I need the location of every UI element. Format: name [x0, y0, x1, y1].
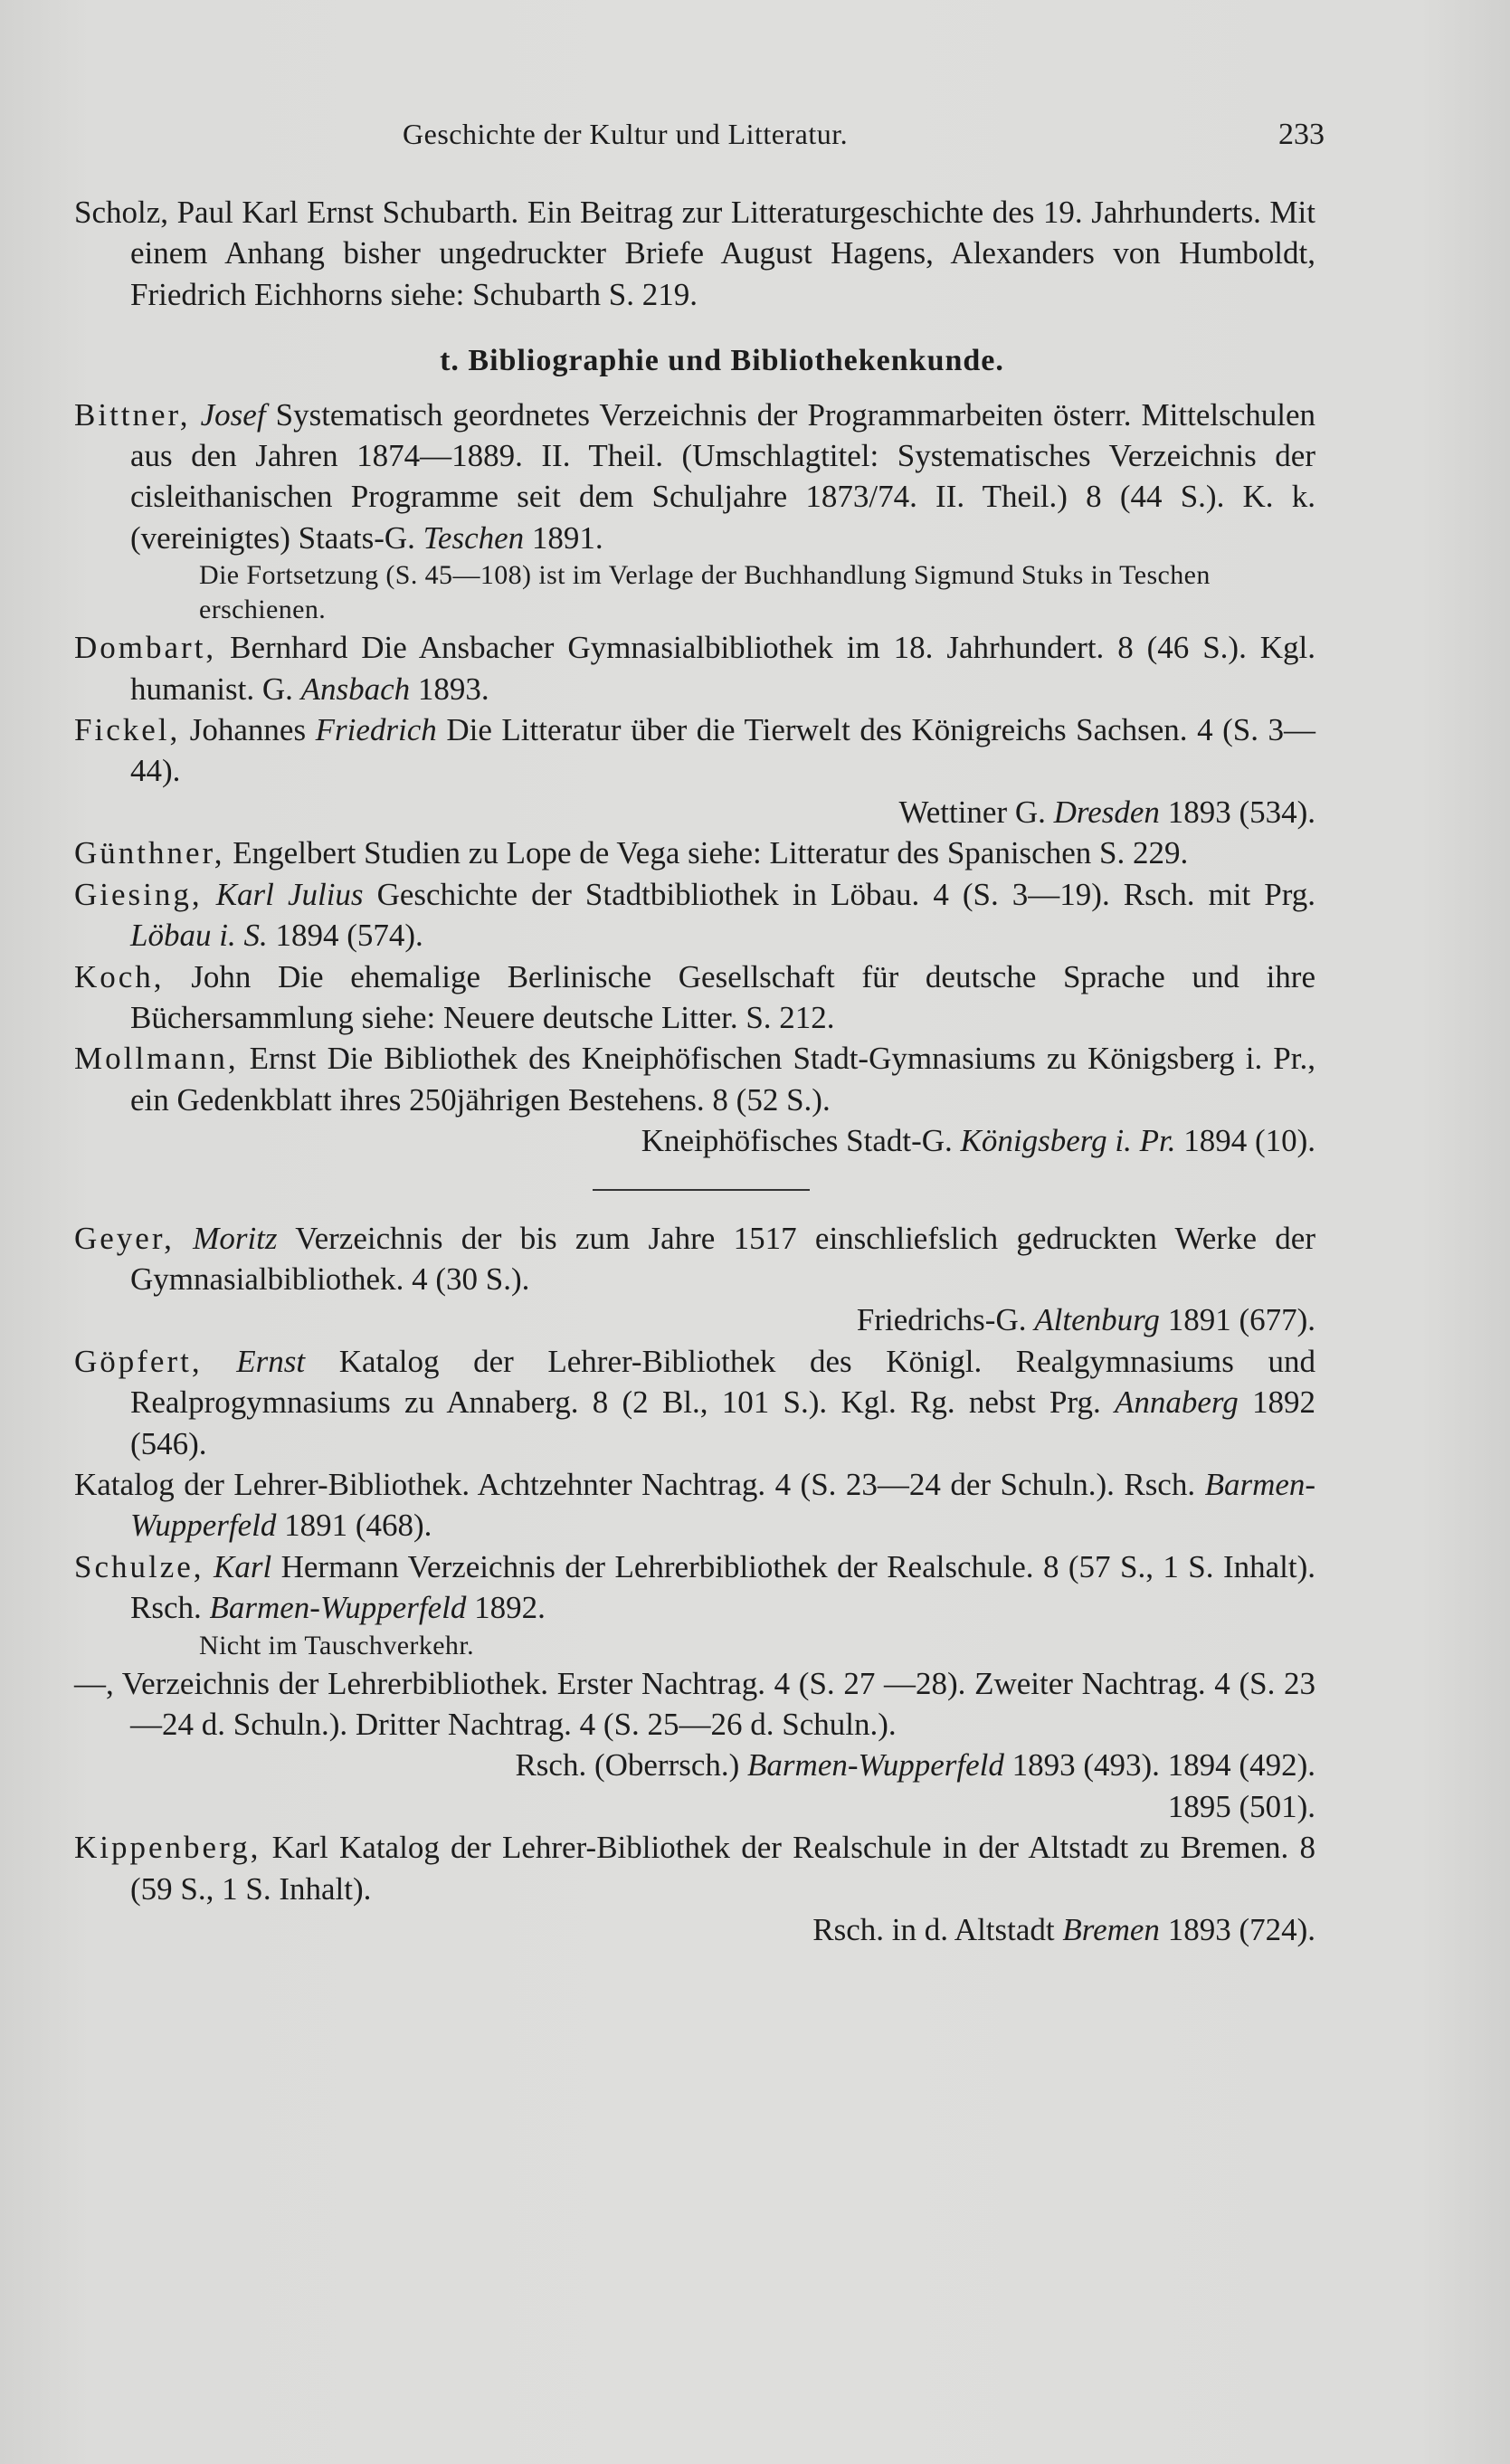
- author-surname: Kippenberg,: [74, 1830, 261, 1866]
- entry-year: 1891.: [531, 519, 603, 556]
- entry-goepfert: [74, 1341, 1315, 1464]
- entry-year: 1891 (677).: [1167, 1302, 1315, 1338]
- entry-school: Rsch.: [1124, 1466, 1196, 1502]
- entry-year: 1893 (724).: [1167, 1912, 1315, 1948]
- entry-note: Die Fortsetzung (S. 45—108) ist im Verlage der Buchhandlung Sigmund Stuks in Teschen erschienen.: [199, 560, 1211, 625]
- entry-place: Ansbach: [300, 671, 411, 707]
- entry-text: Ernst Die Bibliothek des Kneiphöfischen Stadt-Gymnasiums zu Königsberg i. Pr., ein Gedenkblatt ihres 250jährigen Bestehens. 8 (52 S.).: [130, 1041, 1315, 1118]
- author-surname: Geyer,: [74, 1220, 175, 1256]
- entry-place: Löbau i. S.: [130, 918, 268, 954]
- entry-geyer: [74, 1218, 1315, 1341]
- entry-text: John Die ehemalige Berlinische Gesellschaft für deutsche Sprache und ihre Büchersammlung siehe: Neuere deutsche Litter. S. 212.: [130, 958, 1315, 1035]
- entry-place: Barmen-Wupperfeld: [209, 1590, 467, 1626]
- entry-place: Teschen: [423, 519, 525, 556]
- entry-scholz: [74, 192, 1315, 315]
- entry-imprint: [130, 1299, 1315, 1340]
- author-surname: Göpfert,: [74, 1343, 203, 1379]
- author-firstname: Josef: [200, 396, 266, 433]
- entry-school: Kneiphöfisches Stadt-G.: [641, 1123, 953, 1159]
- entry-mollmann: [74, 1038, 1315, 1161]
- entry-text: Katalog der Lehrer-Bibliothek. Achtzehnter Nachtrag. 4 (S. 23—24 der Schuln.).: [74, 1466, 1115, 1502]
- entry-place: Altenburg: [1034, 1302, 1160, 1338]
- entry-year: 1893 (534).: [1167, 794, 1315, 830]
- entry-text: Hermann Verzeichnis der Lehrerbibliothek der Realschule. 8 (57 S., 1 S. Inhalt).: [280, 1548, 1316, 1584]
- entry-text: Karl Katalog der Lehrer-Bibliothek der Realschule in der Altstadt zu Bremen. 8 (59 S., 1 S. Inhalt).: [130, 1830, 1316, 1907]
- entry-place: Bremen: [1062, 1912, 1160, 1948]
- author-surname: Bittner,: [74, 396, 191, 433]
- entry-kippenberg: [74, 1827, 1315, 1950]
- entry-guenthner: [74, 832, 1315, 873]
- author-surname: Fickel,: [74, 712, 181, 748]
- entry-text: Engelbert Studien zu Lope de Vega siehe: Litteratur des Spanischen S. 229.: [233, 835, 1189, 871]
- entry-year: 1893 (493). 1894 (492).: [1011, 1747, 1315, 1784]
- entry-place: Dresden: [1053, 794, 1160, 830]
- entry-katalog: [74, 1464, 1315, 1546]
- author-firstname: Karl: [213, 1548, 272, 1584]
- entry-year: 1891 (468).: [284, 1508, 432, 1544]
- entry-year-extra: 1895 (501).: [1167, 1788, 1315, 1824]
- page-number: 233: [1278, 118, 1325, 151]
- entry-dombart: [74, 627, 1315, 709]
- author-firstname: Karl Julius: [215, 876, 364, 912]
- entry-place: Königsberg i. Pr.: [960, 1123, 1176, 1159]
- running-title: Geschichte der Kultur und Litteratur.: [403, 118, 849, 150]
- entry-place: Barmen-Wupperfeld: [130, 1466, 1316, 1544]
- entry-giesing: [74, 874, 1315, 956]
- entry-place: Annaberg: [1115, 1384, 1239, 1421]
- entry-year: 1892.: [474, 1590, 546, 1626]
- entry-bittner: [74, 395, 1315, 559]
- entry-koch: [74, 956, 1315, 1039]
- entry-imprint: [130, 792, 1315, 832]
- entry-schulze: [74, 1546, 1315, 1629]
- page-content: [74, 192, 1315, 1950]
- author-firstname: Ernst: [236, 1343, 306, 1379]
- author-surname: Giesing,: [74, 876, 203, 912]
- entry-text: Katalog der Lehrer-Bibliothek des Königl. Realgymnasiums und Realprogymnasiums zu Annaberg. 8 (2 Bl., 101 S.).: [130, 1343, 1315, 1421]
- entry-school: Wettiner G.: [898, 794, 1046, 830]
- entry-text: —, Verzeichnis der Lehrerbibliothek. Erster Nachtrag. 4 (S. 27 —28). Zweiter Nachtrag. 4 (S. 23—24 d. Schuln.). Dritter Nachtrag. 4 (S. 25—26 d. Schuln.).: [74, 1665, 1315, 1742]
- entry-place: Barmen-Wupperfeld: [747, 1747, 1004, 1784]
- entry-fickel: [74, 709, 1315, 832]
- author-secondname: Friedrich: [315, 712, 437, 748]
- entry-school: Friedrichs-G.: [856, 1302, 1027, 1338]
- entry-text: Verzeichnis der bis zum Jahre 1517 einschliefslich gedruckten Werke der Gymnasialbibliothek. 4 (30 S.).: [130, 1220, 1315, 1297]
- entry-school: Kgl. Rg. nebst Prg.: [840, 1384, 1101, 1421]
- entry-text: Geschichte der Stadtbibliothek in Löbau. 4 (S. 3—19).: [376, 876, 1110, 912]
- entry-year: 1894 (10).: [1183, 1123, 1315, 1159]
- entry-note: Nicht im Tauschverkehr.: [199, 1630, 474, 1660]
- entry-school: Rsch. mit Prg.: [1123, 876, 1316, 912]
- entry-year: 1892 (546).: [130, 1384, 1316, 1461]
- entry-schulze-supplement: [74, 1663, 1315, 1828]
- section-title: t. Bibliographie und Bibliothekenkunde.: [440, 344, 1004, 378]
- entry-imprint: [130, 1745, 1315, 1785]
- entry-school: Rsch.: [130, 1590, 202, 1626]
- author-surname: Koch,: [74, 958, 165, 994]
- section-divider: [593, 1189, 810, 1191]
- entry-text: Die Litteratur über die Tierwelt des Königreichs Sachsen. 4 (S. 3—44).: [130, 712, 1316, 789]
- entry-text: Systematisch geordnetes Verzeichnis der Programmarbeiten österr. Mittelschulen aus den Jahren 1874—1889. II. Theil. (Umschlagtitel: Systematisches Verzeichnis der cisleithanischen Programme seit dem Schuljahre 1873/74. II. Theil.) 8 (44 S.). K. k. (vereinigtes) Staats-G.: [130, 396, 1316, 556]
- entry-text: Scholz, Paul Karl Ernst Schubarth. Ein Beitrag zur Litteraturgeschichte des 19. Jahrhunderts. Mit einem Anhang bisher ungedruckter Briefe August Hagens, Alexanders von Humboldt, Friedrich Eichhorns siehe: Schubarth S. 219.: [74, 195, 1315, 312]
- author-surname: Mollmann,: [74, 1041, 239, 1077]
- entry-year: 1893.: [417, 671, 489, 707]
- author-surname: Dombart,: [74, 630, 217, 666]
- author-surname: Günthner,: [74, 835, 225, 871]
- author-surname: Schulze,: [74, 1548, 204, 1584]
- entry-text: Bernhard Die Ansbacher Gymnasialbibliothek im 18. Jahrhundert. 8 (46 S.). Kgl. humanist. G.: [130, 630, 1315, 707]
- entry-imprint: [130, 1909, 1315, 1950]
- page-header: [72, 118, 1325, 154]
- entry-school: Rsch. in d. Altstadt: [812, 1912, 1055, 1948]
- author-firstname: Johannes: [189, 712, 307, 748]
- entry-school: Rsch. (Oberrsch.): [515, 1747, 740, 1784]
- entry-imprint: [130, 1120, 1315, 1161]
- author-firstname: Moritz: [193, 1220, 278, 1256]
- entry-year: 1894 (574).: [275, 918, 423, 954]
